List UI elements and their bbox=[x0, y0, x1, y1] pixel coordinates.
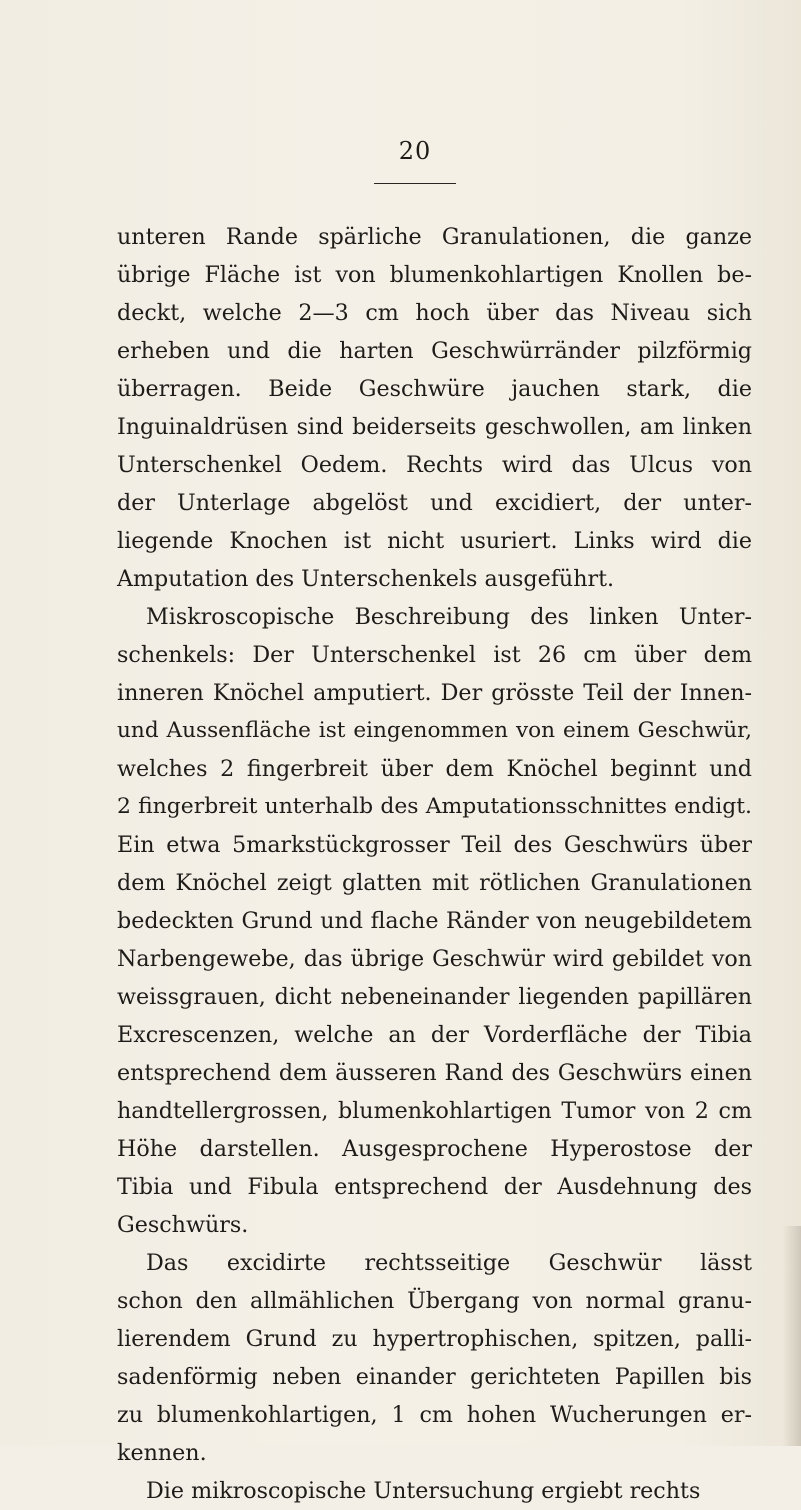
page-edge-shadow bbox=[783, 1226, 801, 1446]
text-line: Höhe darstellen. Ausgesprochene Hyperostose der bbox=[117, 1136, 752, 1162]
text-line: 2 fingerbreit unterhalb des Amputationsschnittes endigt. bbox=[117, 794, 752, 819]
text-line: liegende Knochen ist nicht usuriert. Links wird die bbox=[117, 528, 752, 554]
text-line: entsprechend dem äusseren Rand des Geschwürs einen bbox=[117, 1060, 752, 1086]
text-line: schenkels: Der Unterschenkel ist 26 cm über dem bbox=[117, 642, 752, 668]
text-line: zu blumenkohlartigen, 1 cm hohen Wucherungen er- bbox=[117, 1402, 752, 1428]
text-line: bedeckten Grund und flache Ränder von neugebildetem bbox=[117, 908, 752, 934]
paragraph bbox=[117, 1472, 752, 1510]
paragraph bbox=[117, 218, 752, 598]
text-line: Geschwürs. bbox=[117, 1212, 249, 1238]
text-line: Inguinaldrüsen sind beiderseits geschwollen, am linken bbox=[117, 414, 752, 440]
text-line: übrige Fläche ist von blumenkohlartigen Knollen be- bbox=[117, 262, 752, 288]
paragraph bbox=[117, 1244, 752, 1472]
text-line: lierendem Grund zu hypertrophischen, spitzen, palli- bbox=[117, 1326, 752, 1352]
text-line: inneren Knöchel amputiert. Der grösste Teil der Innen- bbox=[117, 680, 752, 706]
text-line: Amputation des Unterschenkels ausgeführt. bbox=[117, 566, 615, 592]
text-line: Die mikroscopische Untersuchung ergiebt rechts bbox=[146, 1478, 701, 1504]
text-line: welches 2 fingerbreit über dem Knöchel beginnt und bbox=[117, 756, 752, 782]
text-line: erheben und die harten Geschwürränder pilzförmig bbox=[117, 338, 752, 364]
page-number: 20 bbox=[398, 137, 432, 165]
body-text bbox=[117, 218, 752, 1510]
text-line: unteren Rande spärliche Granulationen, die ganze bbox=[117, 224, 752, 250]
text-line: und Aussenfläche ist eingenommen von einem Geschwür, bbox=[117, 718, 752, 743]
text-line: überragen. Beide Geschwüre jauchen stark, die bbox=[117, 376, 752, 402]
text-line: kennen. bbox=[117, 1440, 207, 1466]
text-line: dem Knöchel zeigt glatten mit rötlichen Granulationen bbox=[117, 870, 752, 896]
text-line: Ein etwa 5markstückgrosser Teil des Geschwürs über bbox=[117, 832, 752, 858]
text-line: der Unterlage abgelöst und excidiert, der unter- bbox=[117, 490, 752, 516]
text-line: sadenförmig neben einander gerichteten Papillen bis bbox=[117, 1364, 752, 1390]
text-line: Excrescenzen, welche an der Vorderfläche der Tibia bbox=[117, 1022, 752, 1048]
text-line: Miskroscopische Beschreibung des linken Unter- bbox=[146, 604, 752, 630]
paragraph bbox=[117, 598, 752, 1244]
text-line: weissgrauen, dicht nebeneinander liegenden papillären bbox=[117, 984, 752, 1010]
text-line: schon den allmählichen Übergang von normal granu- bbox=[117, 1288, 752, 1314]
page-number-rule bbox=[374, 183, 456, 184]
text-line: Unterschenkel Oedem. Rechts wird das Ulcus von bbox=[117, 452, 752, 478]
text-line: Narbengewebe, das übrige Geschwür wird gebildet von bbox=[117, 946, 752, 972]
text-line: deckt, welche 2—3 cm hoch über das Niveau sich bbox=[117, 300, 752, 326]
text-line: Tibia und Fibula entsprechend der Ausdehnung des bbox=[117, 1174, 752, 1200]
text-line: handtellergrossen, blumenkohlartigen Tumor von 2 cm bbox=[117, 1098, 752, 1124]
text-line: Das excidirte rechtsseitige Geschwür lässt bbox=[146, 1250, 752, 1276]
